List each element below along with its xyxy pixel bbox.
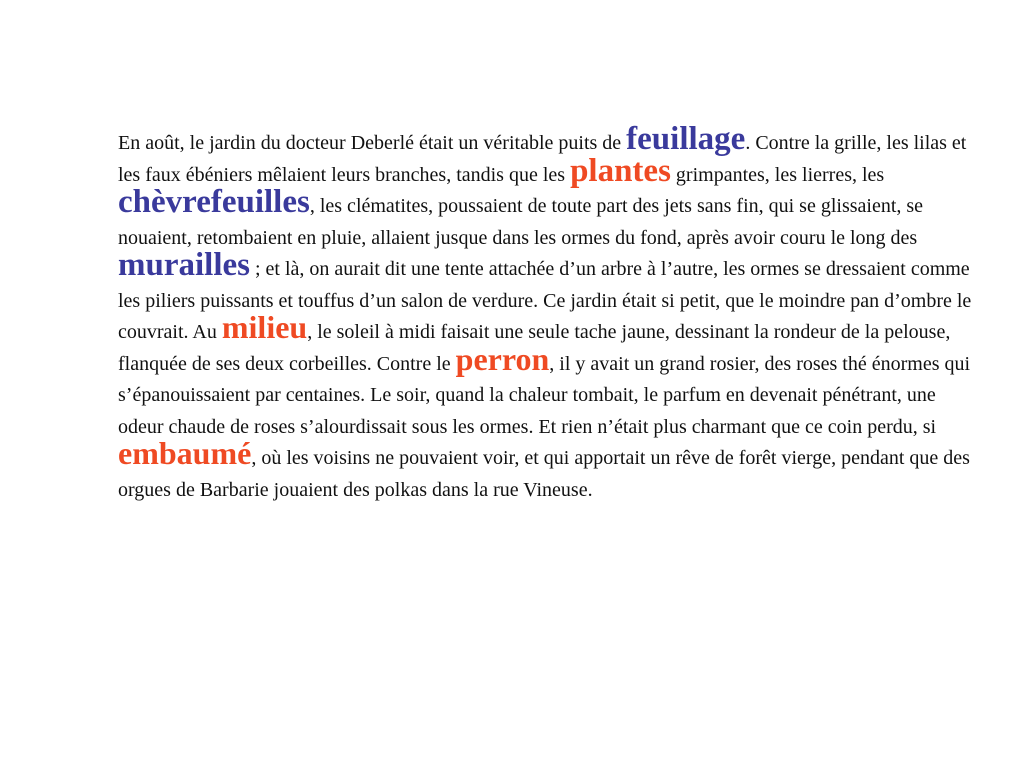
text-segment: grimpantes, les lierres, les xyxy=(670,163,885,186)
text-passage xyxy=(118,121,986,506)
keyword-plantes: plantes xyxy=(570,152,671,189)
keyword-chevrefeuilles: chèvrefeuilles xyxy=(118,184,310,220)
keyword-perron: perron xyxy=(455,340,550,377)
text-segment: En août, le jardin du docteur Deberlé était un véritable puits de xyxy=(118,132,627,154)
keyword-feuillage: feuillage xyxy=(626,121,746,157)
text-segment: , où les voisins ne pouvaient voir, et qui apportait un rêve de forêt vierge, pendant que des orgues de Barbarie jouaient des polkas dans la rue Vineuse. xyxy=(118,447,970,501)
keyword-murailles: murailles xyxy=(118,247,250,283)
text-segment: ; et là, on aurait dit une tente attachée d’un arbre à l’autre, les ormes se dressaient comme les piliers puissants et touffus d’un salon de verdure. Ce jardin était si petit, que le moindre pan d’ombre le couvrait. Au xyxy=(118,258,972,343)
text-segment: . Contre la grille, les lilas et les faux ébéniers mêlaient leurs branches, tandis que les xyxy=(118,132,967,186)
text-segment: , les clématites, poussaient de toute part des jets sans fin, qui se glissaient, se nouaient, retombaient en pluie, allaient jusque dans les ormes du fond, après avoir couru le long des xyxy=(118,195,924,249)
text-segment: , le soleil à midi faisait une seule tache jaune, dessinant la rondeur de la pelouse, flanquée de ses deux corbeilles. Contre le xyxy=(118,321,951,375)
keyword-milieu: milieu xyxy=(221,309,308,345)
text-segment: , il y avait un grand rosier, des roses thé énormes qui s’épanouissaient par centaines. Le soir, quand la chaleur tombait, le parfum en devenait pénétrant, une odeur chaude de roses s’alourdissait sous les ormes. Et rien n’était plus charmant que ce coin perdu, si xyxy=(118,352,971,438)
keyword-embaume: embaumé xyxy=(118,435,252,471)
